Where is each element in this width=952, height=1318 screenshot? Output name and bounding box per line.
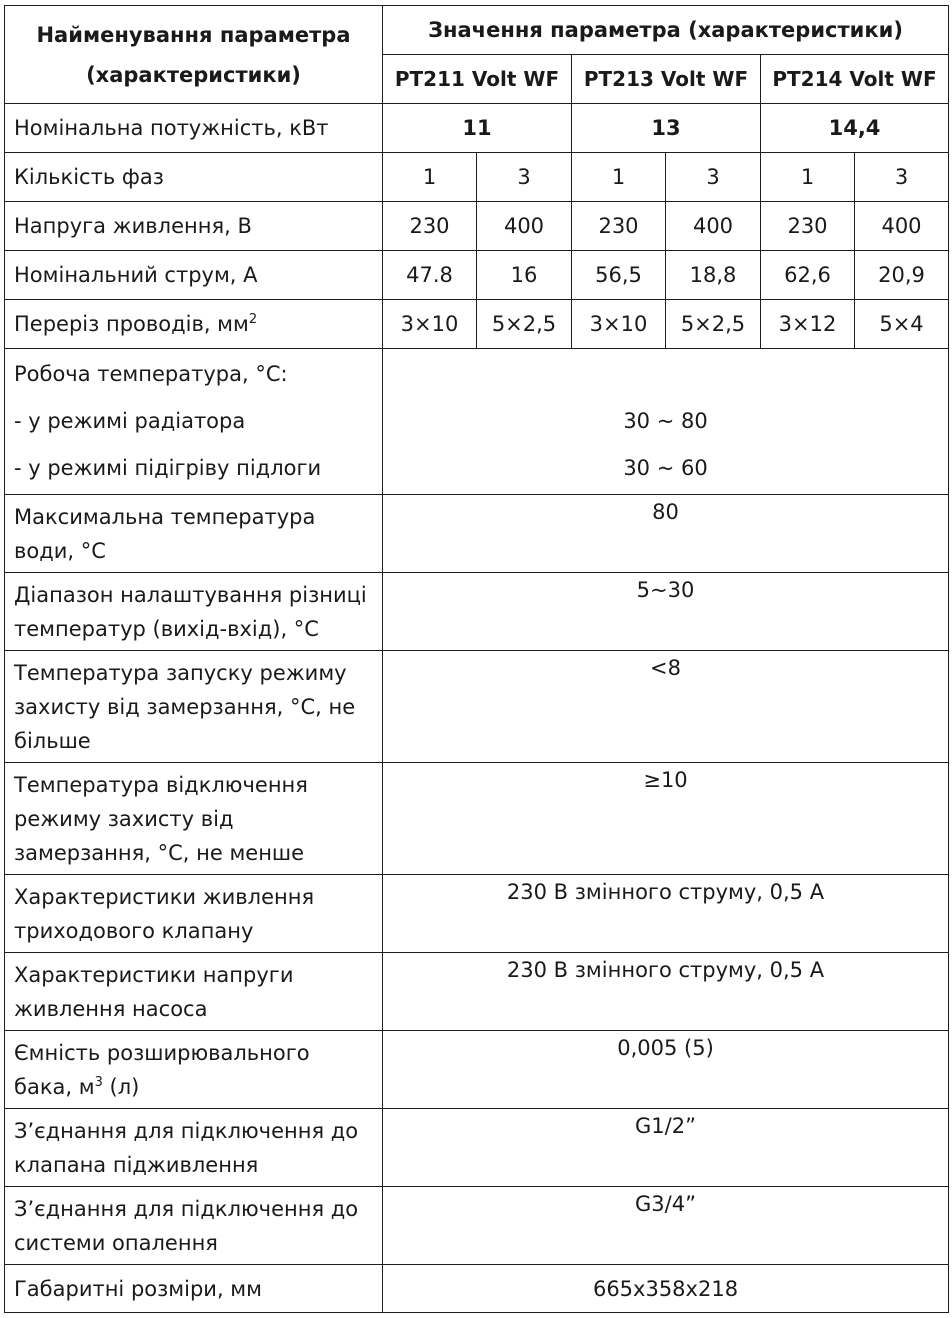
- diff-range-value: 5~30: [383, 573, 949, 651]
- work-temp-spacer: [383, 351, 948, 398]
- row-label: Діапазон налаштування різниці температур (вихід-вхід), °С: [5, 573, 383, 651]
- row-label: З’єднання для підключення до клапана підживлення: [5, 1109, 383, 1187]
- current-value: 18,8: [666, 251, 761, 300]
- pump-power-row: [5, 953, 949, 1031]
- pump-power-value: 230 В змінного струму, 0,5 А: [383, 953, 949, 1031]
- current-value: 20,9: [855, 251, 949, 300]
- header-name-text: Найменування параметра (характеристики): [36, 22, 351, 87]
- wire-value: 3×12: [761, 300, 855, 349]
- phases-value: 1: [761, 153, 855, 202]
- work-temp-radiator-label: - у режимі радіатора: [14, 409, 246, 433]
- voltage-value: 230: [761, 202, 855, 251]
- tank-label-sup: 3: [94, 1074, 103, 1090]
- current-value: 62,6: [761, 251, 855, 300]
- voltage-value: 230: [383, 202, 477, 251]
- model-cell: PT211 Volt WF: [383, 55, 572, 104]
- dimensions-value: 665x358x218: [383, 1265, 949, 1313]
- phases-value: 1: [383, 153, 477, 202]
- row-label: Номінальний струм, А: [5, 251, 383, 300]
- current-value: 47.8: [383, 251, 477, 300]
- phases-value: 3: [855, 153, 949, 202]
- row-label: [5, 1031, 383, 1109]
- freeze-start-value: <8: [383, 651, 949, 763]
- phases-row: [5, 153, 949, 202]
- spec-table: [4, 5, 949, 1313]
- model-cell: PT213 Volt WF: [572, 55, 761, 104]
- voltage-row: [5, 202, 949, 251]
- diff-range-row: [5, 573, 949, 651]
- voltage-value: 230: [572, 202, 666, 251]
- wire-row: [5, 300, 949, 349]
- row-label: [5, 300, 383, 349]
- freeze-start-row: [5, 651, 949, 763]
- heating-conn-row: [5, 1187, 949, 1265]
- wire-value: 5×2,5: [666, 300, 761, 349]
- valve-power-row: [5, 875, 949, 953]
- phases-value: 1: [572, 153, 666, 202]
- work-temp-radiator-value: 30 ~ 80: [623, 409, 708, 433]
- header-name-cell: [5, 6, 383, 104]
- makeup-conn-value: G1/2”: [383, 1109, 949, 1187]
- dimensions-row: [5, 1265, 949, 1313]
- power-value: 11: [383, 104, 572, 153]
- work-temp-floor-label: - у режимі підігріву підлоги: [14, 456, 322, 480]
- makeup-conn-row: [5, 1109, 949, 1187]
- heating-conn-value: G3/4”: [383, 1187, 949, 1265]
- model-cell: PT214 Volt WF: [761, 55, 949, 104]
- current-value: 56,5: [572, 251, 666, 300]
- wire-label-sup: 2: [248, 312, 258, 327]
- row-label: Характеристики напруги живлення насоса: [5, 953, 383, 1031]
- max-water-temp-row: [5, 495, 949, 573]
- tank-label-text: Ємність розширювального бака, м: [14, 1040, 310, 1099]
- wire-value: 3×10: [383, 300, 477, 349]
- row-label: Напруга живлення, В: [5, 202, 383, 251]
- work-temp-values: [383, 349, 949, 495]
- power-value: 14,4: [761, 104, 949, 153]
- power-row: [5, 104, 949, 153]
- freeze-stop-row: [5, 763, 949, 875]
- freeze-stop-value: ≥10: [383, 763, 949, 875]
- current-row: [5, 251, 949, 300]
- work-temp-label: Робоча температура, °С:: [14, 362, 288, 386]
- row-label: З’єднання для підключення до системи опалення: [5, 1187, 383, 1265]
- max-water-temp-value: 80: [383, 495, 949, 573]
- tank-row: [5, 1031, 949, 1109]
- voltage-value: 400: [477, 202, 572, 251]
- wire-value: 5×2,5: [477, 300, 572, 349]
- work-temp-row: [5, 349, 949, 495]
- phases-value: 3: [666, 153, 761, 202]
- row-label: Температура запуску режиму захисту від замерзання, °С, не більше: [5, 651, 383, 763]
- phases-value: 3: [477, 153, 572, 202]
- current-value: 16: [477, 251, 572, 300]
- work-temp-floor-value: 30 ~ 60: [623, 456, 708, 480]
- wire-value: 5×4: [855, 300, 949, 349]
- row-label: Температура відключення режиму захисту від замерзання, °С, не менше: [5, 763, 383, 875]
- row-label: [5, 349, 383, 495]
- voltage-value: 400: [666, 202, 761, 251]
- header-row: [5, 6, 949, 55]
- row-label: Номінальна потужність, кВт: [5, 104, 383, 153]
- tank-label-unit: (л): [102, 1074, 140, 1099]
- tank-value: 0,005 (5): [383, 1031, 949, 1109]
- header-value-text: Значення параметра (характеристики): [428, 18, 903, 42]
- row-label: Максимальна температура води, °С: [5, 495, 383, 573]
- voltage-value: 400: [855, 202, 949, 251]
- power-value: 13: [572, 104, 761, 153]
- wire-label-text: Переріз проводів, мм: [14, 312, 249, 336]
- row-label: Кількість фаз: [5, 153, 383, 202]
- row-label: Габаритні розміри, мм: [5, 1265, 383, 1313]
- valve-power-value: 230 В змінного струму, 0,5 А: [383, 875, 949, 953]
- wire-value: 3×10: [572, 300, 666, 349]
- row-label: Характеристики живлення триходового клапану: [5, 875, 383, 953]
- header-value-cell: [383, 6, 949, 55]
